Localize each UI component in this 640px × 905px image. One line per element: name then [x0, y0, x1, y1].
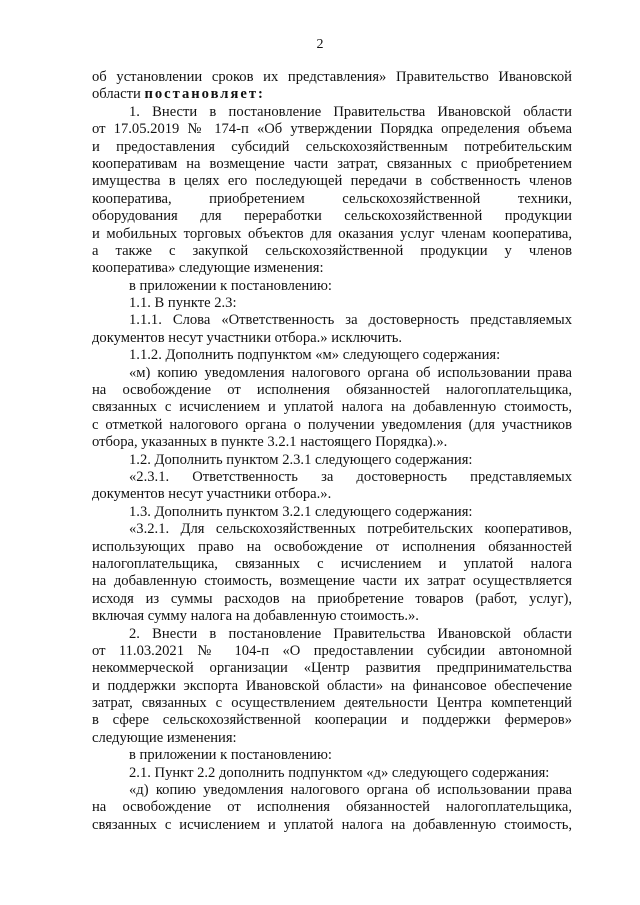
text-line — [92, 121, 572, 138]
page-number: 2 — [316, 37, 324, 52]
line-text: кооперативам на возмещение части затрат, связанных с приобретением — [92, 155, 572, 172]
line-text: 2.1. Пункт 2.2 дополнить подпунктом «д» следующего содержания: — [129, 764, 550, 781]
line-text: области — [92, 86, 145, 103]
line-text: использующих право на освобождение от исполнения обязанностей — [92, 538, 572, 555]
line-text: включая сумму налога на добавленную стоимость.». — [92, 608, 419, 625]
line-text: на добавленную стоимость, возмещение части их затрат осуществляется — [92, 573, 572, 590]
text-line — [92, 608, 572, 625]
line-text: затрат, связанных с осуществлением деятельности Центра компетенций — [92, 695, 572, 712]
line-text: кооператива, приобретением сельскохозяйственной техники, — [92, 190, 572, 207]
text-line — [92, 521, 572, 538]
line-text: некоммерческой организации «Центр развития предпринимательства — [92, 660, 572, 677]
line-text: от 11.03.2021 № 104-п «О предоставлении субсидии автономной — [92, 642, 572, 659]
text-line — [92, 295, 572, 312]
line-text: кооператива» следующие изменения: — [92, 260, 324, 277]
line-text: 2. Внести в постановление Правительства Ивановской области — [129, 625, 572, 642]
emphasized-verb: постановляет: — [144, 86, 265, 103]
text-line — [92, 556, 572, 573]
line-text: 1.1.2. Дополнить подпунктом «м» следующего содержания: — [129, 347, 501, 364]
line-text: «м) копию уведомления налогового органа об использовании права — [129, 364, 572, 381]
line-text: об установлении сроков их представления» Правительство Ивановской — [92, 69, 572, 85]
line-text: следующие изменения: — [92, 729, 237, 746]
line-text: 1.1. В пункте 2.3: — [129, 295, 237, 312]
text-line — [92, 86, 572, 103]
line-text: в приложении к постановлению: — [129, 747, 332, 764]
line-text: от 17.05.2019 № 174-п «Об утверждении Порядка определения объема — [92, 121, 572, 138]
text-line — [92, 591, 572, 608]
text-line — [92, 695, 572, 712]
line-text: имущества в целях его последующей передачи в собственность членов — [92, 173, 572, 190]
text-line — [92, 678, 572, 695]
text-line — [92, 712, 572, 729]
line-text: связанных с исчислением и уплатой налога на добавленную стоимость, — [92, 399, 572, 416]
text-line — [92, 747, 572, 764]
text-line — [92, 504, 572, 521]
line-text: и предоставления субсидий сельскохозяйственным потребительским — [92, 138, 572, 155]
line-text: связанных с исчислением и уплатой налога на добавленную стоимость, — [92, 816, 572, 833]
text-line — [92, 260, 572, 277]
line-text: «3.2.1. Для сельскохозяйственных потребительских кооперативов, — [129, 521, 572, 538]
text-line — [92, 643, 572, 660]
text-line — [92, 365, 572, 382]
text-line — [92, 382, 572, 399]
line-text: «2.3.1. Ответственность за достоверность представляемых — [129, 468, 572, 485]
line-text: налогоплательщика, связанных с исчислением и уплатой налога — [92, 555, 572, 572]
text-line — [92, 817, 572, 834]
text-line — [92, 434, 572, 451]
line-text: документов несут участники отбора.». — [92, 486, 332, 503]
line-text: на освобождение от исполнения обязанностей налогоплательщика, — [92, 382, 572, 399]
line-text: документов несут участники отбора.» исключить. — [92, 329, 403, 346]
text-line — [92, 660, 572, 677]
text-line — [92, 226, 572, 243]
text-line — [92, 765, 572, 782]
text-line — [92, 730, 572, 747]
text-line — [92, 156, 572, 173]
text-line — [92, 539, 572, 556]
line-text: «д) копию уведомления налогового органа об использовании права — [129, 782, 572, 799]
text-line — [92, 173, 572, 190]
line-text: отбора, указанных в пункте 3.2.1 настоящего Порядка).». — [92, 434, 448, 451]
text-line — [92, 243, 572, 260]
text-line — [92, 330, 572, 347]
line-text: оборудования для переработки сельскохозяйственной продукции — [92, 208, 572, 225]
text-line — [92, 799, 572, 816]
text-line — [92, 782, 572, 799]
line-text: 1.1.1. Слова «Ответственность за достоверность представляемых — [129, 312, 572, 329]
text-line — [92, 399, 572, 416]
text-line — [92, 312, 572, 329]
line-text: и поддержки экспорта Ивановской области» на финансовое обеспечение — [92, 677, 572, 694]
text-line — [92, 139, 572, 156]
line-text: а также с закупкой сельскохозяйственной продукции у членов — [92, 242, 572, 259]
text-line — [92, 417, 572, 434]
line-text: 1. Внести в постановление Правительства Ивановской области — [129, 103, 572, 120]
line-text: в приложении к постановлению: — [129, 277, 332, 294]
text-line — [92, 191, 572, 208]
text-line — [92, 104, 572, 121]
text-line — [92, 69, 572, 86]
line-text: и мобильных торговых объектов для оказания услуг членам кооператива, — [92, 225, 572, 242]
document-body — [92, 69, 572, 834]
text-line — [92, 469, 572, 486]
line-text: на освобождение от исполнения обязанностей налогоплательщика, — [92, 799, 572, 816]
text-line — [92, 208, 572, 225]
text-line — [92, 347, 572, 364]
line-text: с отметкой налогового органа о получении уведомления (для участников — [92, 416, 572, 433]
text-line — [92, 452, 572, 469]
text-line — [92, 573, 572, 590]
text-line — [92, 486, 572, 503]
text-line — [92, 278, 572, 295]
line-text: в сфере сельскохозяйственной кооперации и поддержки фермеров» — [92, 712, 572, 729]
line-text: 1.3. Дополнить пунктом 3.2.1 следующего содержания: — [129, 503, 473, 520]
text-line — [92, 626, 572, 643]
line-text: исходя из суммы расходов на приобретение товаров (работ, услуг), — [92, 590, 572, 607]
line-text: 1.2. Дополнить пунктом 2.3.1 следующего содержания: — [129, 451, 473, 468]
